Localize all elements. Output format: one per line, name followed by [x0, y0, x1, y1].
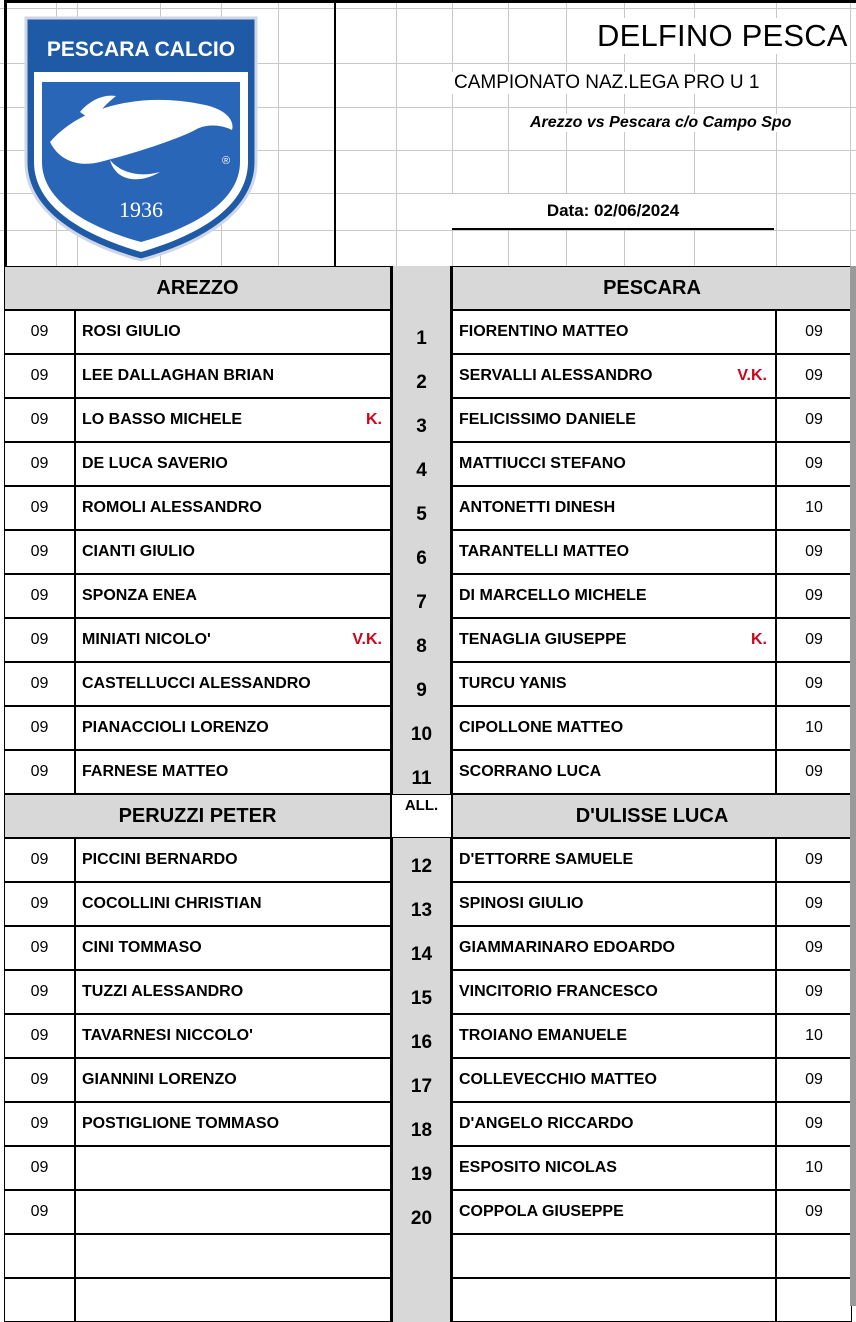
home-sub-name: TAVARNESI NICCOLO'	[75, 1014, 391, 1058]
empty-number-cell	[391, 1278, 452, 1322]
home-team-header: AREZZO	[4, 266, 391, 310]
home-player-name: MINIATI NICOLO' V.K.	[75, 618, 391, 662]
away-sub-year: 09	[776, 970, 852, 1014]
away-player-year: 10	[776, 706, 852, 750]
home-player-name: DE LUCA SAVERIO	[75, 442, 391, 486]
away-player-year: 09	[776, 354, 852, 398]
empty-cell	[75, 1234, 391, 1278]
match-venue: Arezzo vs Pescara c/o Campo Spo	[530, 114, 792, 131]
home-player-name: CASTELLUCCI ALESSANDRO	[75, 662, 391, 706]
sub-shirt-number: 19	[391, 1146, 452, 1190]
home-sub-year: 09	[4, 1146, 75, 1190]
home-player-name: PIANACCIOLI LORENZO	[75, 706, 391, 750]
home-sub-year: 09	[4, 1102, 75, 1146]
away-player-name: SCORRANO LUCA	[452, 750, 776, 794]
home-player-name: CIANTI GIULIO	[75, 530, 391, 574]
away-sub-name: D'ANGELO RICCARDO	[452, 1102, 776, 1146]
header-left-border	[4, 0, 7, 266]
empty-cell	[4, 1278, 75, 1322]
coach-label: ALL.	[391, 794, 452, 838]
sub-shirt-number: 15	[391, 970, 452, 1014]
away-sub-name: D'ETTORRE SAMUELE	[452, 838, 776, 882]
away-sub-year: 09	[776, 926, 852, 970]
empty-cell	[776, 1278, 852, 1322]
home-sub-name: GIANNINI LORENZO	[75, 1058, 391, 1102]
shirt-number: 3	[391, 398, 452, 442]
crest-club-name: PESCARA CALCIO	[46, 38, 236, 61]
away-sub-year: 10	[776, 1146, 852, 1190]
home-sub-year: 09	[4, 1058, 75, 1102]
number-column-header	[391, 266, 452, 310]
away-sub-year: 09	[776, 882, 852, 926]
empty-cell	[776, 1234, 852, 1278]
away-player-name: TURCU YANIS	[452, 662, 776, 706]
home-player-year: 09	[4, 486, 75, 530]
away-player-name: SERVALLI ALESSANDRO V.K.	[452, 354, 776, 398]
home-player-year: 09	[4, 442, 75, 486]
home-player-name: SPONZA ENEA	[75, 574, 391, 618]
home-player-year: 09	[4, 530, 75, 574]
shirt-number: 10	[391, 706, 452, 750]
home-sub-name: COCOLLINI CHRISTIAN	[75, 882, 391, 926]
away-player-year: 10	[776, 486, 852, 530]
away-player-name: DI MARCELLO MICHELE	[452, 574, 776, 618]
shirt-number: 11	[391, 750, 452, 794]
away-player-name: MATTIUCCI STEFANO	[452, 442, 776, 486]
away-sub-name: SPINOSI GIULIO	[452, 882, 776, 926]
home-sub-name: PICCINI BERNARDO	[75, 838, 391, 882]
crest-registered-mark: ®	[221, 155, 231, 167]
match-date: Data: 02/06/2024	[452, 194, 774, 230]
home-sub-name: CINI TOMMASO	[75, 926, 391, 970]
sub-shirt-number: 18	[391, 1102, 452, 1146]
away-player-year: 09	[776, 662, 852, 706]
sub-shirt-number: 13	[391, 882, 452, 926]
document-title: DELFINO PESCA	[597, 18, 848, 53]
shirt-number: 2	[391, 354, 452, 398]
away-player-name: ANTONETTI DINESH	[452, 486, 776, 530]
away-sub-name: ESPOSITO NICOLAS	[452, 1146, 776, 1190]
away-player-year: 09	[776, 530, 852, 574]
captain-badge: V.K.	[737, 367, 767, 384]
away-player-year: 09	[776, 618, 852, 662]
away-sub-year: 10	[776, 1014, 852, 1058]
away-sub-name: GIAMMARINARO EDOARDO	[452, 926, 776, 970]
away-player-year: 09	[776, 574, 852, 618]
away-player-year: 09	[776, 310, 852, 354]
home-coach-name: PERUZZI PETER	[4, 794, 391, 838]
shirt-number: 8	[391, 618, 452, 662]
home-player-year: 09	[4, 618, 75, 662]
home-sub-year: 09	[4, 838, 75, 882]
away-player-name: TARANTELLI MATTEO	[452, 530, 776, 574]
home-player-year: 09	[4, 706, 75, 750]
home-player-year: 09	[4, 662, 75, 706]
away-player-year: 09	[776, 442, 852, 486]
home-sub-year: 09	[4, 1014, 75, 1058]
home-sub-name	[75, 1146, 391, 1190]
sub-shirt-number: 12	[391, 838, 452, 882]
captain-badge: V.K.	[352, 631, 382, 648]
sub-shirt-number: 16	[391, 1014, 452, 1058]
header-top-border	[4, 0, 856, 3]
home-player-name: FARNESE MATTEO	[75, 750, 391, 794]
championship-subtitle: CAMPIONATO NAZ.LEGA PRO U 1	[454, 72, 760, 93]
away-sub-name: COPPOLA GIUSEPPE	[452, 1190, 776, 1234]
empty-cell	[452, 1278, 776, 1322]
sub-shirt-number: 14	[391, 926, 452, 970]
away-player-name: CIPOLLONE MATTEO	[452, 706, 776, 750]
shirt-number: 7	[391, 574, 452, 618]
home-player-name: ROMOLI ALESSANDRO	[75, 486, 391, 530]
home-sub-name: POSTIGLIONE TOMMASO	[75, 1102, 391, 1146]
home-player-year: 09	[4, 574, 75, 618]
home-sub-name	[75, 1190, 391, 1234]
shirt-number: 6	[391, 530, 452, 574]
home-sub-year: 09	[4, 882, 75, 926]
away-sub-year: 09	[776, 1102, 852, 1146]
away-player-name: TENAGLIA GIUSEPPE K.	[452, 618, 776, 662]
empty-cell	[75, 1278, 391, 1322]
away-sub-name: COLLEVECCHIO MATTEO	[452, 1058, 776, 1102]
away-player-year: 09	[776, 398, 852, 442]
away-player-name: FELICISSIMO DANIELE	[452, 398, 776, 442]
sub-shirt-number: 17	[391, 1058, 452, 1102]
sub-shirt-number: 20	[391, 1190, 452, 1234]
pescara-calcio-crest-icon	[20, 12, 262, 264]
home-player-name: LO BASSO MICHELE K.	[75, 398, 391, 442]
crest-year: 1936	[119, 197, 163, 222]
away-sub-name: VINCITORIO FRANCESCO	[452, 970, 776, 1014]
home-player-name: ROSI GIULIO	[75, 310, 391, 354]
empty-number-cell	[391, 1234, 452, 1278]
home-sub-year: 09	[4, 926, 75, 970]
home-player-year: 09	[4, 750, 75, 794]
home-player-year: 09	[4, 398, 75, 442]
header-divider	[334, 0, 336, 266]
home-player-name: LEE DALLAGHAN BRIAN	[75, 354, 391, 398]
away-coach-name: D'ULISSE LUCA	[452, 794, 852, 838]
shirt-number: 4	[391, 442, 452, 486]
shirt-number: 5	[391, 486, 452, 530]
home-player-year: 09	[4, 354, 75, 398]
home-player-year: 09	[4, 310, 75, 354]
away-player-name: FIORENTINO MATTEO	[452, 310, 776, 354]
shirt-number: 1	[391, 310, 452, 354]
empty-cell	[452, 1234, 776, 1278]
away-sub-name: TROIANO EMANUELE	[452, 1014, 776, 1058]
home-sub-year: 09	[4, 1190, 75, 1234]
away-sub-year: 09	[776, 1058, 852, 1102]
away-player-year: 09	[776, 750, 852, 794]
captain-badge: K.	[366, 411, 382, 428]
right-edge-strip	[850, 266, 856, 1306]
home-sub-year: 09	[4, 970, 75, 1014]
captain-badge: K.	[751, 631, 767, 648]
away-sub-year: 09	[776, 1190, 852, 1234]
away-sub-year: 09	[776, 838, 852, 882]
home-sub-name: TUZZI ALESSANDRO	[75, 970, 391, 1014]
shirt-number: 9	[391, 662, 452, 706]
away-team-header: PESCARA	[452, 266, 852, 310]
empty-cell	[4, 1234, 75, 1278]
